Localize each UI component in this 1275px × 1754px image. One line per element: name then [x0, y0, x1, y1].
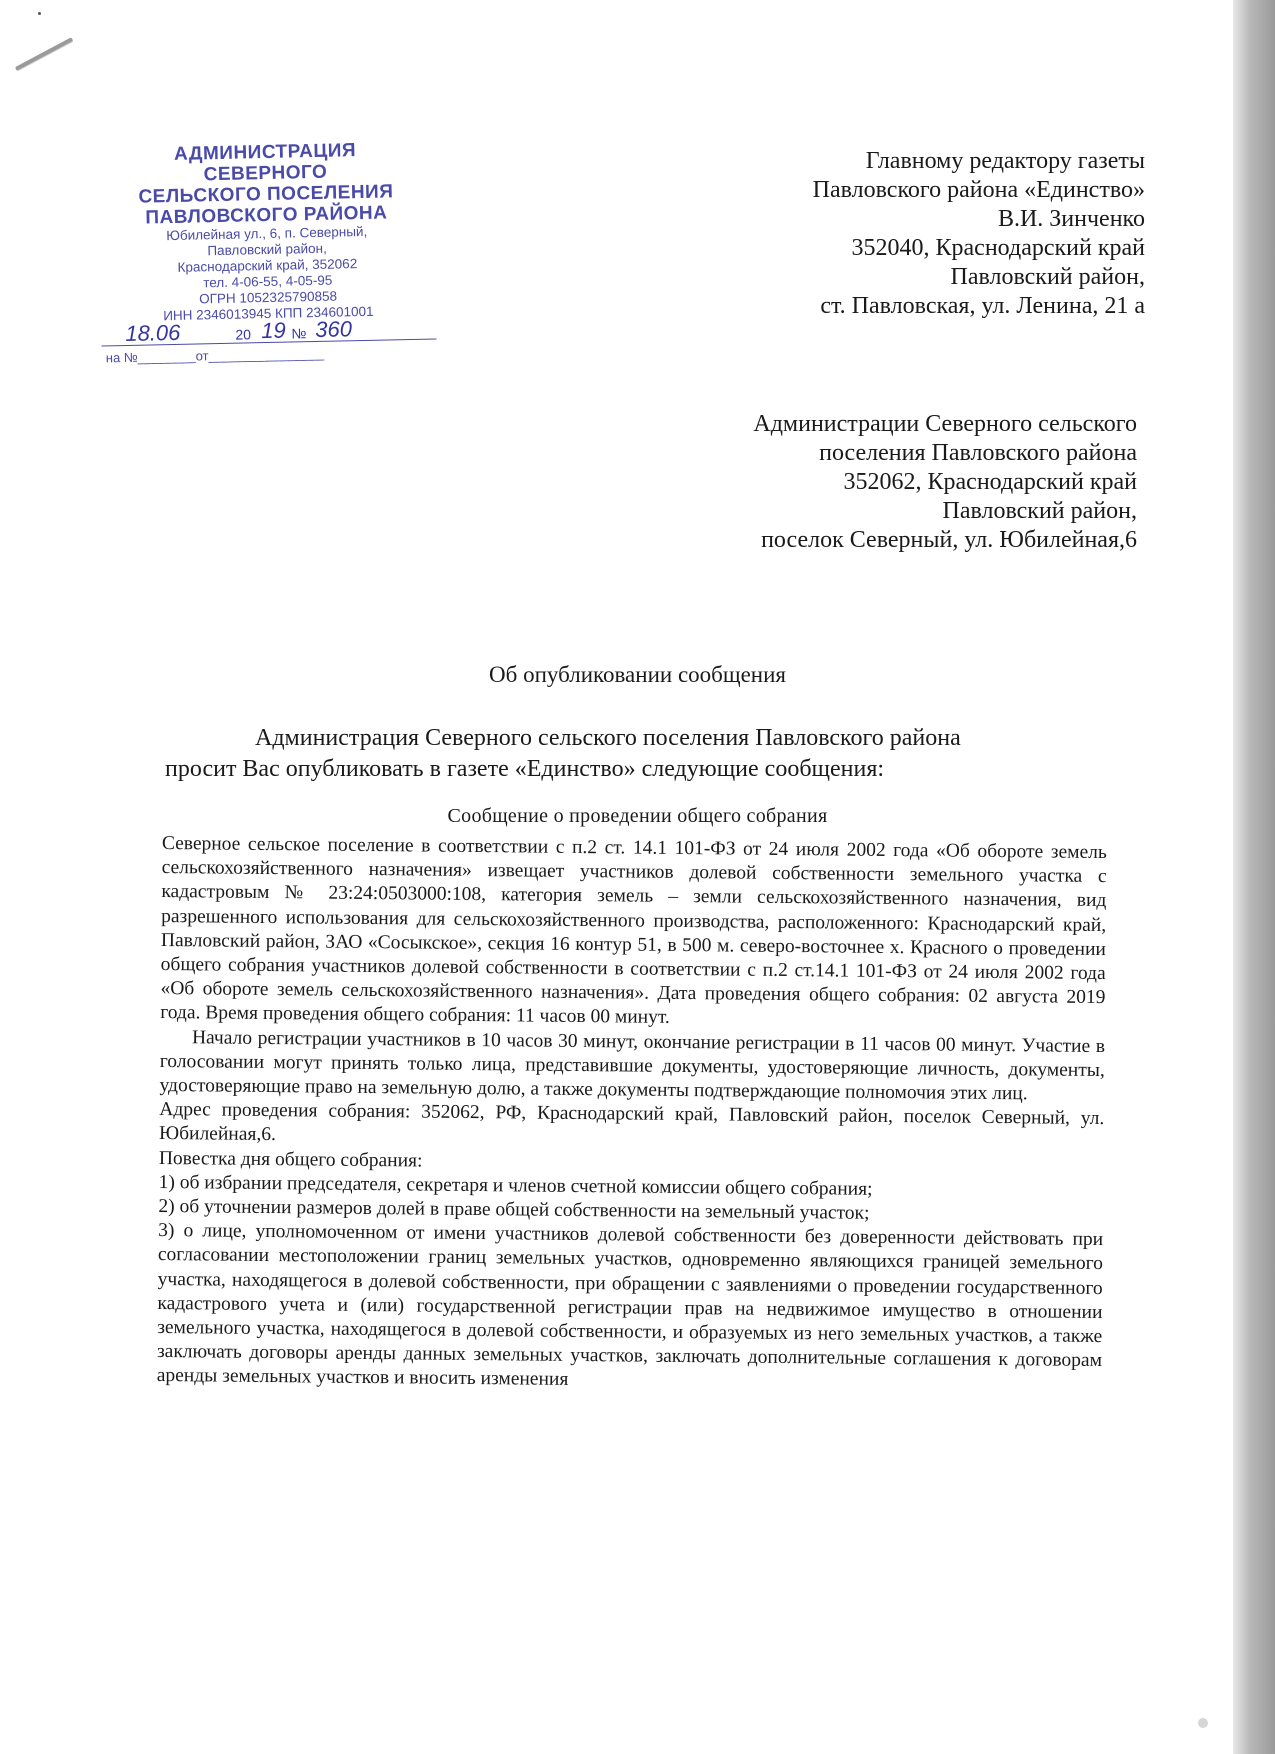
stamp-address-line: ИНН 2346013945 КПП 234601001 [163, 303, 374, 324]
addressee-line: 352040, Краснодарский край [851, 235, 1145, 261]
letter-subject: Об опубликовании сообщения [489, 662, 786, 687]
organization-stamp [97, 139, 437, 401]
staple-mark [15, 37, 73, 71]
stamp-org-line: СЕЛЬСКОГО ПОСЕЛЕНИЯ [138, 181, 394, 208]
stamp-reference-line: на №________от________________ [105, 345, 325, 366]
stamp-year: 19 [261, 317, 287, 344]
stamp-org-line: СЕВЕРНОГО [203, 161, 328, 186]
stamp-address-line: Краснодарский край, 352062 [177, 256, 358, 275]
addressee-line: Главному редактору газеты [865, 148, 1145, 174]
addressee-line: ст. Павловская, ул. Ленина, 21 а [820, 293, 1145, 319]
intro-paragraph [165, 723, 1130, 785]
intro-line: Администрация Северного сельского поселения Павловского района [255, 725, 961, 751]
addressee-line: Павловский район, [942, 498, 1137, 524]
addressee-line: В.И. Зинченко [997, 206, 1145, 232]
addressee-line: Администрации Северного сельского [753, 411, 1137, 437]
body-paragraph: Северное сельское поселение в соответствии с п.2 ст. 14.1 101-ФЗ от 24 июля 2002 года «Об обороте земель сельскохозяйственного назначения» извещает участников долевой собственности земельного участка с кадастровым № 23:24:0503000:108, категория земель – земли сельскохозяйственного назначения, вид разрешенного использования для сельскохозяйственного производства, расположенного: Краснодарский край, Павловский район, ЗАО «Сосыкское», секция 16 контур 51, в 500 м. северо-восточнее х. Красного о проведении общего собрания участников долевой собственности в соответствии с п.2 ст.14.1 101-ФЗ от 24 июля 2002 года «Об обороте земель сельскохозяйственного назначения». Дата проведения общего собрания: 02 августа 2019 года. Время проведения общего собрания: 11 часов 00 минут. [160, 832, 1107, 1029]
stamp-org-line: АДМИНИСТРАЦИЯ [173, 140, 357, 165]
scan-edge-shadow [1233, 0, 1275, 1754]
stamp-number: 360 [315, 316, 353, 343]
stamp-date-number-line [101, 316, 436, 346]
addressee-line: 352062, Краснодарский край [843, 469, 1137, 495]
addressee-line: Павловского района «Единство» [812, 177, 1145, 203]
agenda-item: 1) об избрании председателя, секретаря и членов счетной комиссии общего собрания; [158, 1171, 873, 1200]
stamp-year-prefix: 20 [235, 326, 252, 343]
addressee-line: Павловский район, [950, 264, 1145, 290]
message-body [157, 832, 1107, 1398]
message-title: Сообщение о проведении общего собрания [447, 805, 828, 827]
agenda-item: 2) об уточнении размеров долей в праве общей собственности на земельный участок; [158, 1196, 870, 1224]
agenda-item: 3) о лице, уполномоченном от имени участников долевой собственности без доверенности действовать при согласовании местоположении границ земельных участков, одновременно являющихся границей земельного участка, находящегося в долевой собственности, при обращении с заявлениями о проведении государственного кадастрового учета и (или) государственной регистрации прав на недвижимое имущество в отношении земельного участка, находящегося в долевой собственности, и образуемых из него земельных участков, а также заключать договоры аренды данных земельных участков, заключать дополнительные соглашения к договорам аренды земельных участков и вносить изменения [156, 1220, 1104, 1391]
addressee-line: поселения Павловского района [819, 440, 1137, 466]
stamp-date: 18.06 [125, 319, 181, 346]
scan-speck [1198, 1718, 1208, 1728]
stamp-number-label: № [291, 325, 307, 342]
agenda-heading: Повестка дня общего собрания: [158, 1147, 423, 1172]
intro-line: просит Вас опубликовать в газете «Единство» следующие сообщения: [165, 756, 885, 782]
stamp-address-line: тел. 4-06-55, 4-05-95 [203, 272, 333, 291]
body-paragraph: Адрес проведения собрания: 352062, РФ, Краснодарский край, Павловский район, поселок Северный, ул. Юбилейная,6. [159, 1099, 1105, 1146]
stamp-address-line: Павловский район, [207, 240, 327, 259]
stamp-org-line: ПАВЛОВСКОГО РАЙОНА [145, 202, 388, 229]
addressee-line: поселок Северный, ул. Юбилейная,6 [761, 527, 1137, 553]
addressee-editor [813, 147, 1145, 321]
body-paragraph: Начало регистрации участников в 10 часов 30 минут, окончание регистрации в 11 часов 00 минут. Участие в голосовании могут принять только лица, представившие документы, удостоверяющие личность, документы, удостоверяющие право на земельную долю, а также документы подтверждающие полномочия этих лиц. [159, 1026, 1106, 1105]
stamp-address-line: Юбилейная ул., 6, п. Северный, [166, 223, 368, 244]
scan-speck [38, 12, 41, 15]
stamp-address-line: ОГРН 1052325790858 [198, 288, 338, 307]
addressee-administration [753, 410, 1137, 555]
